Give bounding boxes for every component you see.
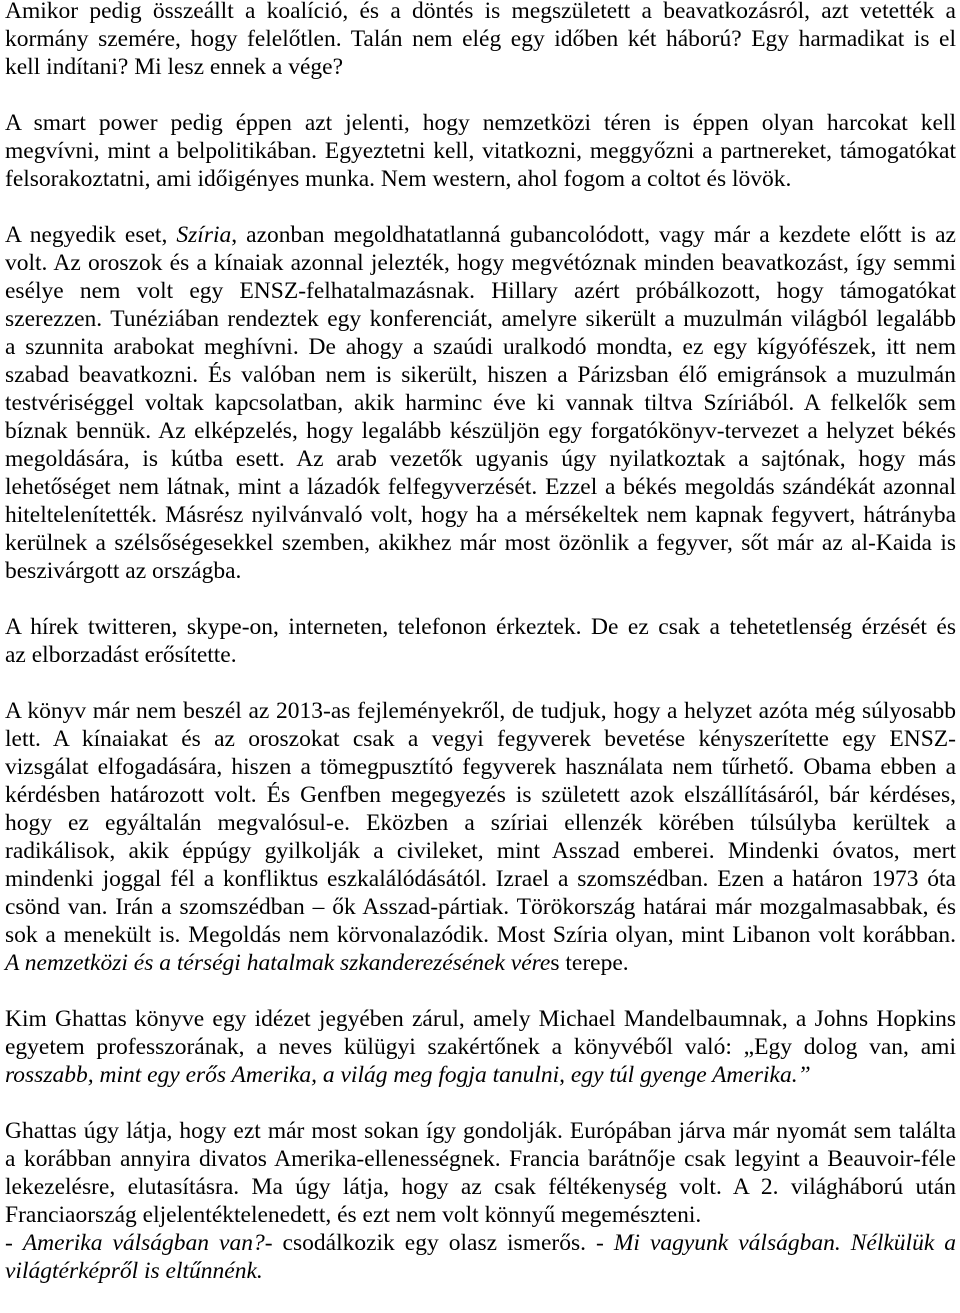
- italic-text: A nemzetközi és a térségi hatalmak szkanderezésének vére: [5, 950, 551, 976]
- italic-text: világtérképről is eltűnnénk.: [5, 1258, 263, 1284]
- body-text: s terepe.: [550, 950, 629, 976]
- italic-text: Amerika válságban van?: [22, 1230, 265, 1256]
- text-line: [5, 557, 956, 585]
- body-text: volt. Az oroszok és a kínaiak azonnal jelezték, hogy megvétóznak minden beavatkozást, így semmi: [5, 250, 956, 276]
- body-text: az elborzadást erősítette.: [5, 642, 237, 668]
- paragraph: [5, 697, 956, 977]
- body-text: hogy ez egyáltalán megvalósul-e. Eközben a szíriai ellenzék körében túlsúlyba kerültek a: [5, 810, 956, 836]
- body-text: mindenki joggal fél a konfliktus eszkalálódásától. Izrael a szomszédban. Ezen a határon 1973 óta: [5, 866, 956, 892]
- text-line: [5, 165, 956, 193]
- text-line: [5, 529, 956, 557]
- body-text: , azonban megoldhatatlanná gubancolódott, vagy már a kezdete előtt is az: [231, 222, 956, 248]
- text-line: [5, 417, 956, 445]
- body-text: Amikor pedig összeállt a koalíció, és a döntés is megszületett a beavatkozásról, azt vetették a: [5, 0, 956, 24]
- body-text: A hírek twitteren, skype-on, interneten, telefonon érkeztek. De ez csak a tehetetlenség érzését és: [5, 614, 956, 640]
- body-text: kormány szemére, hogy felelőtlen. Talán nem elég egy időben két háború? Egy harmadikat is el: [5, 26, 956, 52]
- body-text: bíznak bennük. Az elképzelés, hogy legalább készüljön egy forgatókönyv-tervezet a helyzet békés: [5, 418, 956, 444]
- body-text: Ghattas úgy látja, hogy ezt már most sokan így gondolják. Európában járva már nyomát sem találta: [5, 1118, 956, 1144]
- text-line: [5, 865, 956, 893]
- body-text: Franciaország eljelentéktelenedett, és ezt nem volt könnyű megemészteni.: [5, 1202, 702, 1228]
- text-line: [5, 1061, 956, 1089]
- text-line: [5, 613, 956, 641]
- body-text: - csodálkozik egy olasz ismerős. -: [264, 1230, 614, 1256]
- paragraph: [5, 613, 956, 669]
- text-line: [5, 277, 956, 305]
- text-line: [5, 445, 956, 473]
- body-text: -: [5, 1230, 23, 1256]
- paragraph: [5, 1117, 956, 1285]
- text-line: [5, 1145, 956, 1173]
- text-line: [5, 249, 956, 277]
- body-text: radikálisok, akik éppúgy gyilkolják a civileket, mint Asszad emberei. Mindenki óvatos, mert: [5, 838, 956, 864]
- text-line: [5, 53, 956, 81]
- text-line: [5, 305, 956, 333]
- document-page: [5, 0, 956, 1313]
- body-text: szerezzen. Tunéziában rendeztek egy konferenciát, amelyre sikerült a muzulmán világból legalább: [5, 306, 956, 332]
- body-text: kérdésben határozott volt. És Genfben megegyezés is született azok elszállításáról, bár kérdéses,: [5, 782, 956, 808]
- text-line: [5, 1201, 956, 1229]
- body-text: egyetem professzorának, a neves külügyi szakértőnek a könyvéből való: „Egy dolog van, ami: [5, 1034, 956, 1060]
- text-line: [5, 221, 956, 249]
- text-line: [5, 1257, 956, 1285]
- text-line: [5, 949, 956, 977]
- text-line: [5, 361, 956, 389]
- paragraph: [5, 221, 956, 585]
- italic-text: Szíria: [176, 222, 232, 248]
- text-line: [5, 25, 956, 53]
- text-line: [5, 137, 956, 165]
- body-text: kerülnek a szélsőségesekkel szemben, akikhez már most özönlik a fegyver, sőt már az al-Kaida is: [5, 530, 956, 556]
- body-text: lett. A kínaiakat és az oroszokat csak a vegyi fegyverek bevetése kényszerítette egy ENSZ-: [5, 726, 956, 752]
- text-line: [5, 0, 956, 25]
- paragraph: [5, 109, 956, 193]
- body-text: esélye nem volt egy ENSZ-felhatalmazásnak. Hillary azért próbálkozott, hogy támogatókat: [5, 278, 956, 304]
- text-line: [5, 921, 956, 949]
- body-text: vizsgálat elfogadására, hiszen a tömegpusztító fegyverek használata nem tűrhető. Obama ebben a: [5, 754, 956, 780]
- body-text: lekezelésre, elutasításra. Ma úgy látja, hogy az csak féltékenység volt. A 2. világháború után: [5, 1174, 956, 1200]
- body-text: A negyedik eset,: [5, 222, 177, 248]
- body-text: sok a menekült is. Megoldás nem körvonalazódik. Most Szíria olyan, mint Libanon volt korábban.: [5, 922, 956, 948]
- text-line: [5, 837, 956, 865]
- body-text: kell indítani? Mi lesz ennek a vége?: [5, 54, 344, 80]
- text-line: [5, 641, 956, 669]
- text-line: [5, 697, 956, 725]
- italic-text: Mi vagyunk válságban. Nélkülük a: [613, 1230, 956, 1256]
- body-text: beszivárgott az országba.: [5, 558, 242, 584]
- body-text: felsorakoztatni, ami időigényes munka. Nem western, ahol fogom a coltot és lövök.: [5, 166, 792, 192]
- text-line: [5, 389, 956, 417]
- text-line: [5, 1229, 956, 1257]
- body-text: hiteltelenítették. Másrész nyilvánvaló volt, hogy ha a mérsékeltek nem kapnak fegyvert, hátrányba: [5, 502, 956, 528]
- body-text: Kim Ghattas könyve egy idézet jegyében zárul, amely Michael Mandelbaumnak, a Johns Hopkins: [5, 1006, 956, 1032]
- paragraph: [5, 0, 956, 81]
- body-text: csönd van. Irán a szomszédban – ők Asszad-pártiak. Törökország határai már mozgalmasabbak, és: [5, 894, 956, 920]
- body-text: megvívni, mint a belpolitikában. Egyeztetni kell, vitatkozni, meggyőzni a partnereket, támogatókat: [5, 138, 956, 164]
- text-line: [5, 333, 956, 361]
- body-text: testvériséggel voltak kapcsolatban, akik harminc éve ki vannak tiltva Szíriából. A felkelők sem: [5, 390, 956, 416]
- text-line: [5, 893, 956, 921]
- text-line: [5, 1033, 956, 1061]
- body-text: lehetőséget nem látnak, mint a lázadók felfegyverzését. Ezzel a békés megoldás szándékát azonnal: [5, 474, 956, 500]
- body-text: szabad beavatkozni. És valóban nem is sikerült, hiszen a Párizsban élő emigránsok a muzulmán: [5, 362, 956, 388]
- text-line: [5, 809, 956, 837]
- paragraph: [5, 1005, 956, 1089]
- text-line: [5, 725, 956, 753]
- body-text: a szunnita arabokat meghívni. De ahogy a szaúdi uralkodó mondta, ez egy kígyófészek, itt nem: [5, 334, 956, 360]
- text-line: [5, 781, 956, 809]
- body-text: a korábban annyira divatos Amerika-ellenességnek. Francia barátnője csak legyint a Beauvoir-féle: [5, 1146, 956, 1172]
- text-line: [5, 109, 956, 137]
- text-line: [5, 1173, 956, 1201]
- italic-text: rosszabb, mint egy erős Amerika, a világ meg fogja tanulni, egy túl gyenge Amerika.”: [5, 1062, 811, 1088]
- text-line: [5, 501, 956, 529]
- body-text: A smart power pedig éppen azt jelenti, hogy nemzetközi téren is éppen olyan harcokat kell: [5, 110, 956, 136]
- text-line: [5, 1005, 956, 1033]
- text-line: [5, 1117, 956, 1145]
- text-line: [5, 473, 956, 501]
- body-text: megoldására, is kútba esett. Az arab vezetők ugyanis úgy nyilatkoztak a sajtónak, hogy más: [5, 446, 956, 472]
- body-text: A könyv már nem beszél az 2013-as fejleményekről, de tudjuk, hogy a helyzet azóta még súlyosabb: [5, 698, 956, 724]
- text-line: [5, 753, 956, 781]
